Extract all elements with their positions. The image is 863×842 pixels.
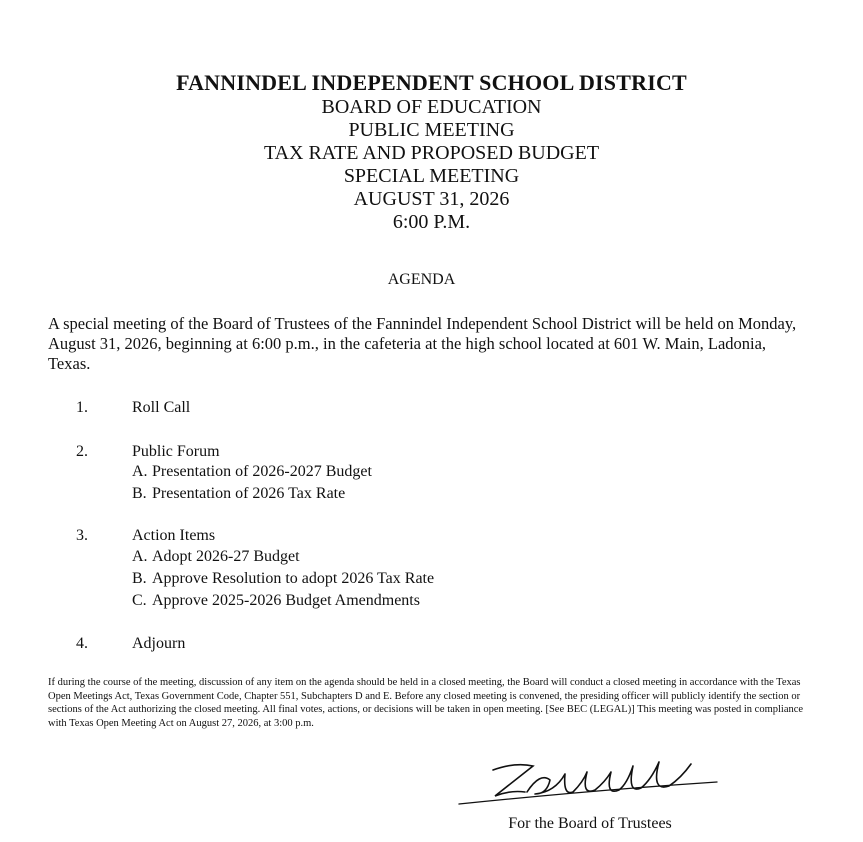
header-board-line: BOARD OF EDUCATION — [321, 96, 542, 118]
agenda-item-public-forum: Public Forum — [132, 443, 220, 460]
agenda-subitem — [132, 547, 300, 567]
header-date-line: AUGUST 31, 2026 — [353, 188, 510, 210]
agenda-item-adjourn: Adjourn — [132, 635, 186, 652]
subitem-text: Adopt 2026-27 Budget — [152, 548, 300, 565]
agenda-subitem — [132, 462, 372, 482]
subitem-letter: B. — [132, 570, 147, 587]
agenda-subitem — [132, 569, 434, 589]
header-subject-line: TAX RATE AND PROPOSED BUDGET — [263, 142, 600, 164]
subitem-letter: A. — [132, 463, 148, 480]
subitem-letter: B. — [132, 485, 147, 502]
closed-meeting-notice: If during the course of the meeting, discussion of any item on the agenda should be held in a closed meeting, the Board will conduct a closed meeting in accordance with the Texas Open Meetings Act, Texas Government Code, Chapter 551, Subchapters D and E. Before any closed meeting is convened, the presiding officer will publicly identify the section or sections of the Act authorizing the closed meeting. All final votes, actions, or decisions will be taken in open meeting. [See BEC (LEGAL)] This meeting was posted in compliance with Texas Open Meeting Act on August 27, 2026, at 3:00 p.m. — [48, 677, 804, 729]
agenda-item-number: 1. — [76, 399, 88, 416]
agenda-subitem — [132, 591, 420, 611]
agenda-subitem — [132, 484, 345, 504]
subitem-text: Presentation of 2026 Tax Rate — [152, 485, 346, 502]
header-meeting-type-line: PUBLIC MEETING — [348, 119, 515, 141]
signature-caption: For the Board of Trustees — [508, 815, 672, 832]
agenda-item-number: 4. — [76, 635, 88, 652]
subitem-text: Approve Resolution to adopt 2026 Tax Rate — [152, 570, 435, 587]
subitem-letter: A. — [132, 548, 148, 565]
subitem-letter: C. — [132, 592, 147, 609]
signature-image — [455, 752, 735, 812]
agenda-title: AGENDA — [387, 271, 456, 288]
agenda-item-action-items: Action Items — [132, 527, 216, 544]
subitem-text: Approve 2025-2026 Budget Amendments — [152, 592, 420, 609]
header-time-line: 6:00 P.M. — [392, 211, 471, 233]
intro-paragraph: A special meeting of the Board of Trustees of the Fannindel Independent School District will be held on Monday, August 31, 2026, beginning at 6:00 p.m., in the cafeteria at the high school located at 601 W. Main, Ladonia, Texas. — [48, 314, 797, 373]
district-name: FANNINDEL INDEPENDENT SCHOOL DISTRICT — [176, 70, 687, 95]
agenda-item-number: 3. — [76, 527, 88, 544]
subitem-text: Presentation of 2026-2027 Budget — [152, 463, 372, 480]
document-header — [0, 70, 863, 234]
agenda-item-roll-call: Roll Call — [132, 399, 191, 416]
header-special-line: SPECIAL MEETING — [343, 165, 520, 187]
agenda-item-number: 2. — [76, 443, 88, 460]
